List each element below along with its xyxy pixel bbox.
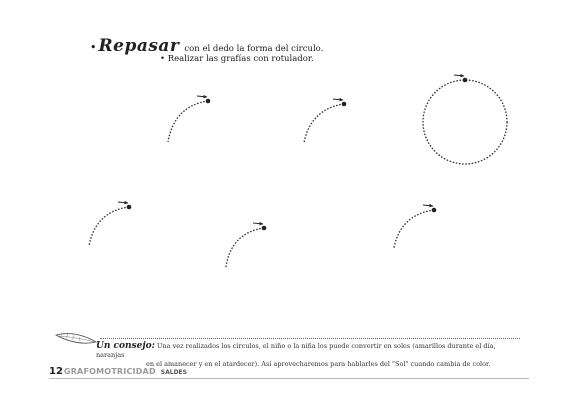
quill-icon <box>56 334 96 343</box>
tracing-arc-4 <box>226 223 266 267</box>
tip-line-1: Una vez realizados los círculos, el niño o la niña los puede convertir en soles (amarillos durante el día, naranjas <box>96 342 496 359</box>
start-dot <box>127 205 132 210</box>
tracing-arc-2 <box>304 99 346 143</box>
tip-label: Un consejo: <box>96 341 155 351</box>
tip-box <box>96 342 526 369</box>
start-dot <box>262 226 267 231</box>
direction-arrow-icon <box>253 223 263 224</box>
start-dot <box>432 208 437 213</box>
direction-arrow-icon <box>454 75 464 76</box>
tracing-circle-full <box>423 75 507 164</box>
page-footer <box>49 366 187 377</box>
tracing-arc-1 <box>168 96 210 142</box>
direction-arrow-icon <box>333 99 343 100</box>
direction-arrow-icon <box>423 205 433 206</box>
footer-divider <box>49 378 529 379</box>
instruction-subtext: • Realizar las grafías con rotulador. <box>160 54 314 64</box>
tip-divider <box>100 338 520 339</box>
book-title: GRAFOMOTRICIDAD <box>63 367 156 376</box>
direction-arrow-icon <box>118 202 128 203</box>
start-dot <box>342 102 347 107</box>
start-dot <box>463 78 468 83</box>
tip-line-2: en el amanecer y en el atardecer). Así aprovecharemos para hablarles del "Sol" cuando cambia de color. <box>146 360 491 368</box>
instruction-bullet: • <box>90 41 97 54</box>
start-dot <box>206 99 211 104</box>
publisher-name: SALDES <box>160 369 187 376</box>
instruction-text: con el dedo la forma del círculo. <box>184 44 324 54</box>
direction-arrow-icon <box>197 96 207 97</box>
page-number: 12 <box>49 366 63 377</box>
tracing-arc-3 <box>89 202 131 246</box>
tracing-arc-5 <box>394 205 436 248</box>
instruction-title: Repasar <box>98 36 180 56</box>
